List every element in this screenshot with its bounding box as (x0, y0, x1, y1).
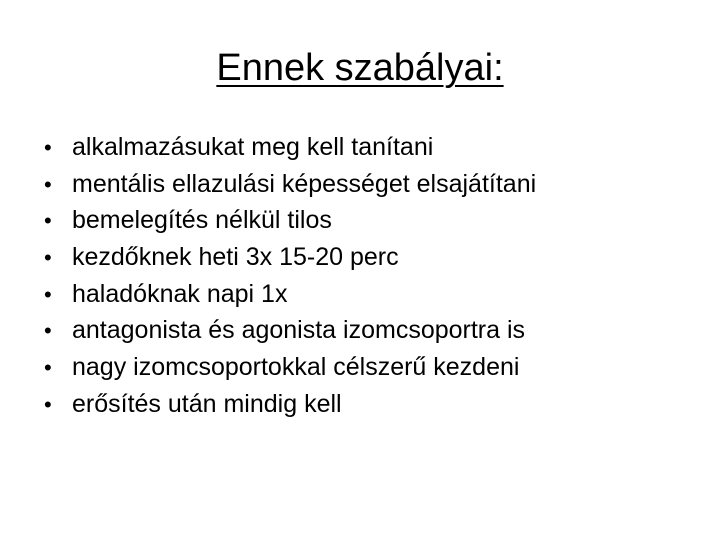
bullet-item (44, 316, 536, 353)
bullet-icon: • (44, 171, 52, 197)
bullet-text: kezdőknek heti 3x 15-20 perc (72, 243, 399, 272)
bullet-text: bemelegítés nélkül tilos (72, 206, 332, 235)
bullet-icon: • (44, 135, 52, 160)
bullet-item (44, 280, 536, 317)
bullet-item (44, 353, 536, 390)
bullet-text: mentális ellazulási képességet elsajátítani (72, 169, 537, 198)
bullet-text: alkalmazásukat meg kell tanítani (72, 133, 434, 161)
bullet-item (44, 133, 536, 170)
bullet-item (44, 243, 536, 280)
bullet-icon: • (44, 208, 52, 234)
bullet-icon: • (44, 391, 52, 417)
bullet-text: antagonista és agonista izomcsoportra is (72, 316, 526, 345)
slide-title-text: Ennek szabályai: (216, 47, 504, 89)
bullet-item (44, 170, 536, 207)
slide-title (0, 44, 720, 92)
bullet-icon: • (44, 281, 52, 307)
bullet-text: haladóknak napi 1x (72, 279, 288, 308)
bullet-item (44, 206, 536, 243)
bullet-icon: • (44, 318, 52, 344)
bullet-text: erősítés után mindig kell (72, 389, 342, 418)
bullet-text: nagy izomcsoportokkal célszerű kezdeni (72, 353, 520, 382)
bullet-icon: • (44, 355, 52, 381)
bullet-item (44, 390, 536, 427)
bullet-list (44, 133, 536, 427)
bullet-icon: • (44, 245, 52, 271)
